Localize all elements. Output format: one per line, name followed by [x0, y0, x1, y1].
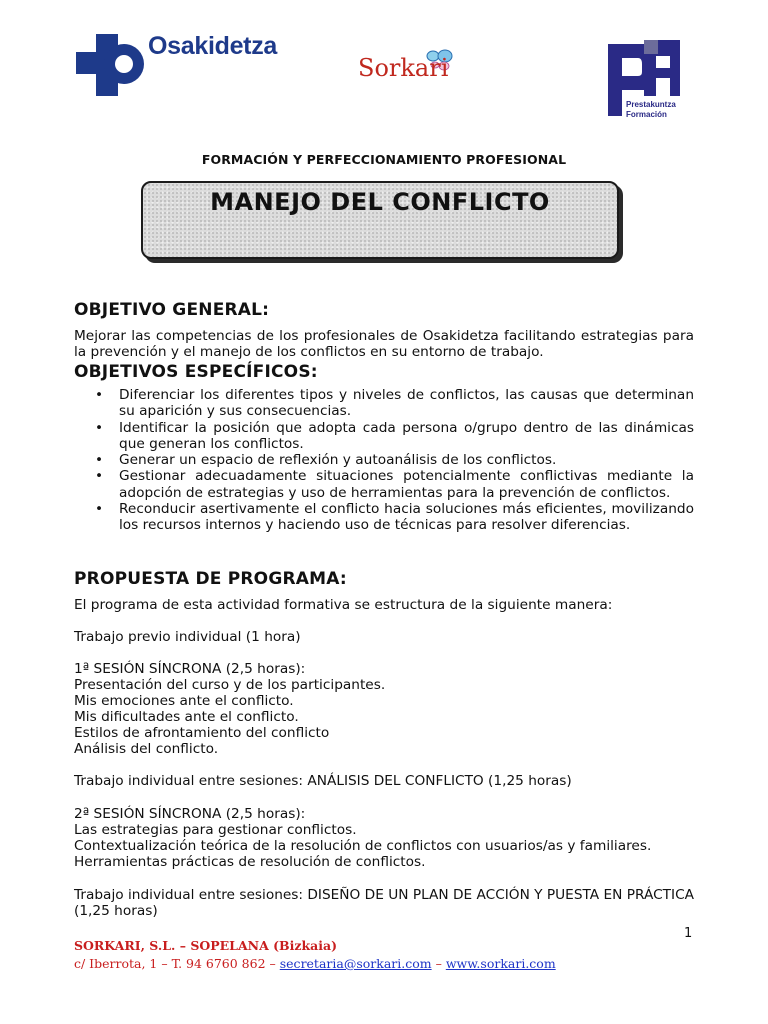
sesion2-title: 2ª SESIÓN SÍNCRONA (2,5 horas): — [74, 806, 306, 822]
list-item: • Generar un espacio de reflexión y autoanálisis de los conflictos. — [95, 452, 557, 469]
objetivos-especificos-heading: OBJETIVOS ESPECÍFICOS: — [74, 362, 318, 382]
sesion1-title: 1ª SESIÓN SÍNCRONA (2,5 horas): — [74, 661, 306, 677]
sesion2-item: Herramientas prácticas de resolución de conflictos. — [74, 854, 426, 870]
footer-contact — [74, 956, 556, 971]
list-item: • Reconducir asertivamente el conflicto hacia soluciones más eficientes, movilizando los recursos internos y haciendo uso de técnicas para resolver diferencias. — [95, 501, 694, 534]
list-item: • Diferenciar los diferentes tipos y niveles de conflictos, las causas que determinan su aparición y sus consecuencias. — [95, 387, 694, 420]
bullet-icon: • — [95, 419, 104, 436]
trabajo-entre-sesiones-1: Trabajo individual entre sesiones: ANÁLISIS DEL CONFLICTO (1,25 horas) — [74, 773, 572, 789]
sesion1-item: Mis dificultades ante el conflicto. — [74, 709, 299, 725]
trabajo-entre-sesiones-2: Trabajo individual entre sesiones: DISEÑO DE UN PLAN DE ACCIÓN Y PUESTA EN PRÁCTICA (1,25 horas) — [74, 887, 694, 920]
document-title: MANEJO DEL CONFLICTO — [210, 188, 550, 216]
sesion1-item: Presentación del curso y de los participantes. — [74, 677, 386, 693]
sesion1-item: Mis emociones ante el conflicto. — [74, 693, 294, 709]
list-item: • Identificar la posición que adopta cada persona o/grupo dentro de las dinámicas que generan los conflictos. — [95, 419, 694, 452]
sesion2-item: Contextualización teórica de la resolución de conflictos con usuarios/as y familiares. — [74, 838, 652, 854]
list-item: • Gestionar adecuadamente situaciones potencialmente conflictivas mediante la adopción de estrategias y uso de herramientas para la prevención de conflictos. — [95, 468, 694, 501]
footer-company: SORKARI, S.L. – SOPELANA (Bizkaia) — [74, 938, 337, 953]
bullet-icon: • — [95, 468, 104, 485]
footer-address: c/ Iberrota, 1 – T. 94 6760 862 – — [74, 956, 280, 971]
pf-caption-line-2: Formación — [626, 110, 667, 119]
osakidetza-wordmark: Osakidetza — [148, 32, 278, 60]
sesion1-item: Estilos de afrontamiento del conflicto — [74, 725, 330, 741]
sesion1-item: Análisis del conflicto. — [74, 741, 219, 757]
pf-caption-line-1: Prestakuntza — [626, 100, 676, 109]
trabajo-previo: Trabajo previo individual (1 hora) — [74, 629, 301, 645]
bullet-icon: • — [95, 501, 104, 518]
prestakuntza-caption — [626, 100, 676, 120]
bullet-icon: • — [95, 387, 104, 403]
objetivos-list — [74, 387, 694, 534]
objetivo-general-text: Mejorar las competencias de los profesionales de Osakidetza facilitando estrategias para la prevención y el manejo de los conflictos en su entorno de trabajo. — [74, 328, 694, 361]
programa-intro: El programa de esta actividad formativa se estructura de la siguiente manera: — [74, 597, 613, 613]
footer-email-link[interactable]: secretaria@sorkari.com — [279, 956, 432, 971]
programa-heading: PROPUESTA DE PROGRAMA: — [74, 569, 347, 589]
page-number: 1 — [684, 926, 693, 941]
sorkari-wordmark: Sorkari — [358, 54, 449, 82]
document-subtitle: FORMACIÓN Y PERFECCIONAMIENTO PROFESIONAL — [201, 152, 567, 167]
sesion2-item: Las estrategias para gestionar conflictos. — [74, 822, 357, 838]
footer-separator: – — [431, 956, 446, 971]
bullet-icon: • — [95, 452, 104, 469]
footer-website-link[interactable]: www.sorkari.com — [445, 956, 556, 971]
objetivo-general-heading: OBJETIVO GENERAL: — [74, 300, 270, 320]
